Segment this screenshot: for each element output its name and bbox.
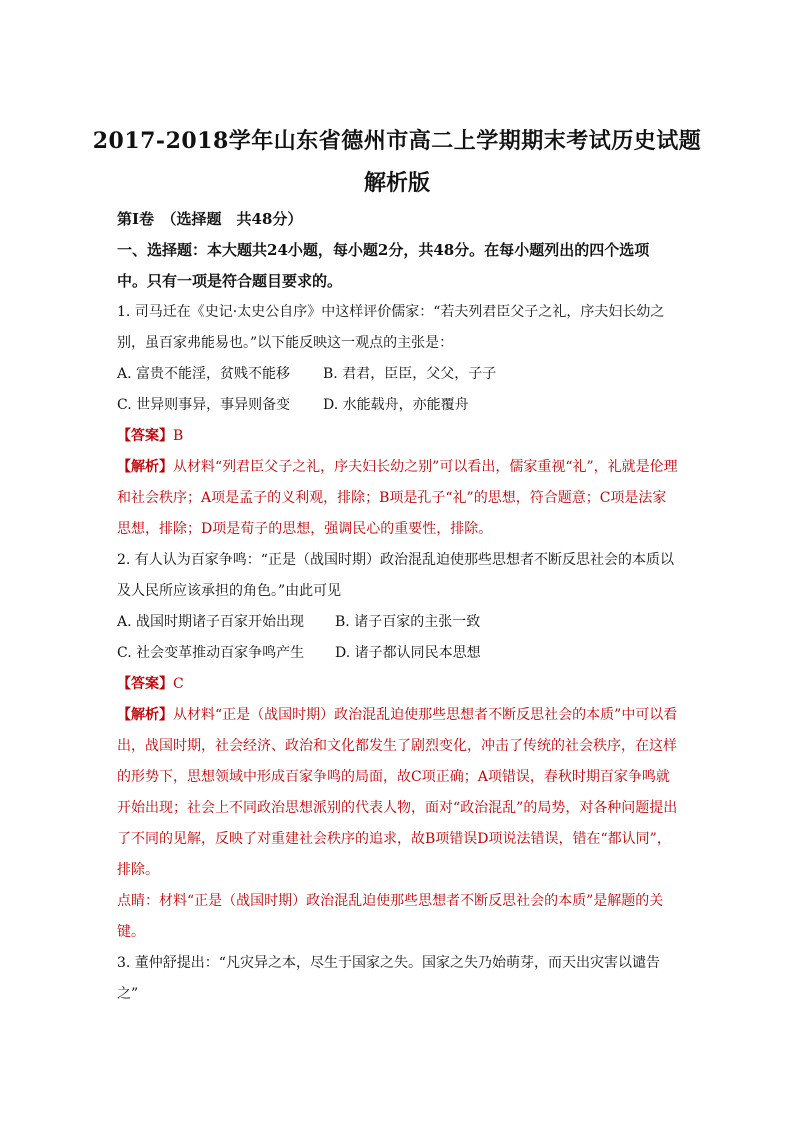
document-subtitle: 解析版 xyxy=(363,170,430,196)
question-2-stem: 2. 有人认为百家争鸣：“正是（战国时期）政治混乱迫使那些思想者不断反思社会的本质以及人民所应该承担的角色。”由此可见 xyxy=(117,552,674,599)
question-1-option-d: D. 水能载舟，亦能覆舟 xyxy=(323,397,469,413)
question-2-option-b: B. 诸子百家的主张一致 xyxy=(335,614,481,630)
analysis-text: 从材料“列君臣父子之礼，序夫妇长幼之别”可以看出，儒家重视“礼”，礼就是伦理和社会秩序；A项是孟子的义利观，排除；B项是孔子“礼”的思想，符合题意；C项是法家思想，排除；D项是荀子的思想，强调民心的重要性，排除。 xyxy=(117,459,678,537)
question-1-options-row-2 xyxy=(117,390,679,421)
answer-tag: 【答案】 xyxy=(117,676,173,692)
document-title: 2017-2018学年山东省德州市高二上学期期末考试历史试题 xyxy=(92,128,702,154)
answer-value: C xyxy=(173,676,184,692)
question-1-option-b: B. 君君，臣臣，父父，子子 xyxy=(323,366,497,382)
analysis-tag: 【解析】 xyxy=(117,707,173,723)
question-2-tip: 点睛：材料“正是（战国时期）政治混乱迫使那些思想者不断反思社会的本质”是解题的关键。 xyxy=(117,893,664,940)
answer-tag: 【答案】 xyxy=(117,428,173,444)
question-1-options-row-1 xyxy=(117,359,679,390)
question-1-stem: 1. 司马迁在《史记·太史公自序》中这样评价儒家：“若夫列君臣父子之礼，序夫妇长幼之别，虽百家弗能易也。”以下能反映这一观点的主张是： xyxy=(117,304,665,351)
question-2-option-a: A. 战国时期诸子百家开始出现 xyxy=(117,614,305,630)
volume-heading: 第Ⅰ卷 （选择题 共48分） xyxy=(117,210,303,228)
document-body xyxy=(117,204,679,1010)
question-1-option-c: C. 世异则事异，事异则备变 xyxy=(117,397,291,413)
question-1-answer xyxy=(117,421,679,452)
question-2-option-c: C. 社会变革推动百家争鸣产生 xyxy=(117,645,305,661)
question-1-option-a: A. 富贵不能淫，贫贱不能移 xyxy=(117,366,291,382)
question-2-options-row-2 xyxy=(117,638,679,669)
question-2-option-d: D. 诸子都认同民本思想 xyxy=(335,645,481,661)
question-2-answer xyxy=(117,669,679,700)
answer-value: B xyxy=(173,428,184,444)
question-2-options-row-1 xyxy=(117,607,679,638)
question-1-analysis xyxy=(117,452,679,545)
analysis-tag: 【解析】 xyxy=(117,459,173,475)
question-2-analysis xyxy=(117,700,679,886)
question-3-stem: 3. 董仲舒提出：“凡灾异之本，尽生于国家之失。国家之失乃始萌芽，而天出灾害以谴告之” xyxy=(117,955,660,1002)
analysis-text: 从材料“正是（战国时期）政治混乱迫使那些思想者不断反思社会的本质”中可以看出，战国时期，社会经济、政治和文化都发生了剧烈变化，冲击了传统的社会秩序，在这样的形势下，思想领域中形成百家争鸣的局面，故C项正确；A项错误，春秋时期百家争鸣就开始出现；社会上不同政治思想派别的代表人物，面对“政治混乱”的局势，对各种问题提出了不同的见解，反映了对重建社会秩序的追求，故B项错误D项说法错误，错在“都认同”，排除。 xyxy=(117,707,678,878)
section-instruction: 一、选择题：本大题共24小题，每小题2分，共48分。在每小题列出的四个选项中。只有一项是符合题目要求的。 xyxy=(117,241,650,290)
